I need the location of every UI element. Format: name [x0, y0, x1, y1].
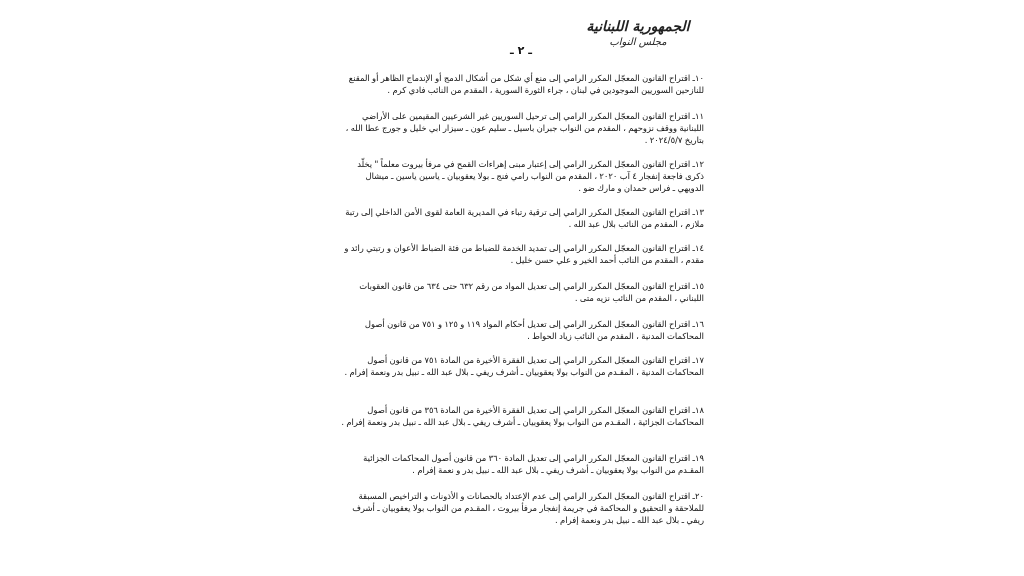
agenda-item-19: ١٩ـ اقتراح القانون المعجّل المكرر الرامي إلى تعديل المادة ٣٦٠ من قانون أصول المحاكمات الجزائية المقـدم من النواب بولا يعقوبيان ـ أشرف ريفي ـ بلال عبد الله ـ نبيل بدر و نعمة إفرام .	[363, 453, 704, 475]
agenda-item-17: ١٧ـ اقتراح القانون المعجّل المكرر الرامي إلى تعديل الفقرة الأخيرة من المادة ٧٥١ من قانون أصول المحاكمات المدنية ، المقـدم من النواب بولا يعقوبيان ـ أشرف ريفي ـ بلال عبد الله ـ نبيل بدر ونعمة إفرام .	[344, 355, 704, 377]
agenda-item-18: ١٨ـ اقتراح القانون المعجّل المكرر الرامي إلى تعديل الفقرة الأخيرة من المادة ٣٥٦ من قانون أصول المحاكمات الجزائية ، المقـدم من النواب بولا يعقوبيان ـ أشرف ريفي ـ بلال عبد الله ـ نبيل بدر ونعمة إفرام .	[341, 405, 704, 427]
page-number: ـ ٢ ـ	[510, 44, 532, 57]
agenda-item-16: ١٦ـ اقتراح القانون المعجّل المكرر الرامي إلى تعديل أحكام المواد ١١٩ و ١٢٥ و ٧٥١ من قانون أصول المحاكمات المدنية ، المقدم من النائب زياد الحواط .	[364, 319, 704, 341]
agenda-item-20: ٢٠ـ اقتراح القانون المعجّل المكرر الرامي إلى عدم الإعتداد بالحصانات و الأذونات و التراخيص المسبقة للملاحقة و التحقيق و المحاكمة في جريمة إنفجار مرفأ بيروت ، المقـدم من النواب بولا يعقوبيان ـ أشرف ريفي ـ بلال عبد الله ـ نبيل بدر ونعمة إفرام .	[352, 491, 704, 525]
agenda-item-13: ١٣ـ اقتراح القانون المعجّل المكرر الرامي إلى ترقية رتباء في المديرية العامة لقوى الأمن الداخلي إلى رتبة ملازم ، المقدم من النائب بلال عبد الله .	[345, 207, 704, 229]
letterhead-parliament: مجلس النواب	[609, 37, 667, 48]
agenda-item-14: ١٤ـ اقتراح القانون المعجّل المكرر الرامي إلى تمديد الخدمة للضباط من فئة الضباط الأعوان و رتبتي رائد و مقدم ، المقدم من النائب أحمد الخير و علي حسن خليل .	[344, 243, 704, 265]
agenda-item-11: ١١ـ اقتراح القانون المعجّل المكرر الرامي إلى ترحيل السوريين غير الشرعيين المقيمين على الأراضي اللبنانية ووقف نزوحهم ، المقدم من النواب جبران باسيل ـ سليم عون ـ سيزار ابي خليل و جورج عطا الله ، بتاريخ ٢٠٢٤/٥/٧ .	[345, 111, 704, 145]
document-page	[318, 0, 718, 576]
agenda-item-10: ١٠ـ اقتراح القانون المعجّل المكرر الرامي إلى منع أي شكل من أشكال الدمج أو الإندماج الظاهر أو المقنع للنازحين السوريين الموجودين في لبنان ، جراء الثورة السورية ، المقدم من النائب فادي كرم .	[348, 73, 704, 95]
letterhead-republic: الجمهورية اللبنانية	[586, 19, 690, 35]
agenda-item-15: ١٥ـ اقتراح القانون المعجّل المكرر الرامي إلى تعديل المواد من رقم ٦٣٢ حتى ٦٣٤ من قانون العقوبات اللبناني ، المقدم من النائب نزيه متى .	[359, 281, 704, 303]
letterhead	[578, 18, 698, 50]
agenda-item-12: ١٢ـ اقتراح القانون المعجّل المكرر الرامي إلى إعتبار مبنى إهراءات القمح في مرفأ بيروت معلماً " يخلّد ذكرى فاجعة إنفجار ٤ آب ٢٠٢٠ ، المقدم من النواب رامي فنج ـ بولا يعقوبيان ـ ياسين ياسين ـ ميشال الدويهي ـ فراس حمدان و مارك ضو .	[357, 159, 704, 193]
